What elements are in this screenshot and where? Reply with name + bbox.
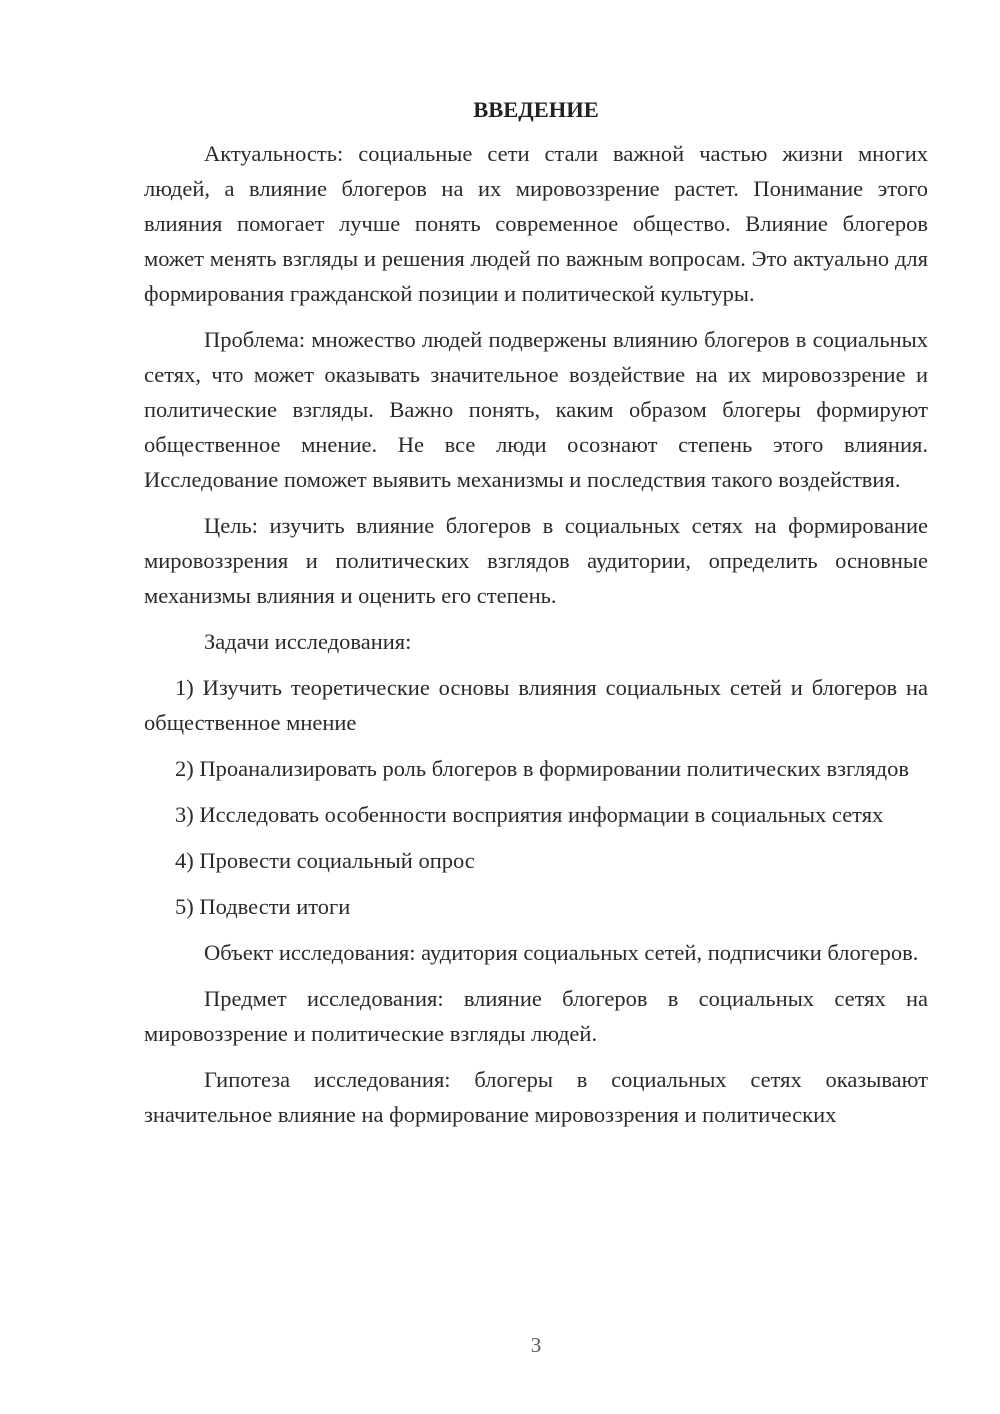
- task-item: 1) Изучить теоретические основы влияния социальных сетей и блогеров на общественное мнение: [144, 675, 928, 735]
- goal-paragraph: Цель: изучить влияние блогеров в социальных сетях на формирование мировоззрения и политических взглядов аудитории, определить основные механизмы влияния и оценить его степень.: [144, 513, 928, 608]
- page-number: 3: [530, 1333, 542, 1357]
- task-item: 3) Исследовать особенности восприятия информации в социальных сетях: [175, 802, 884, 827]
- tasks-heading: Задачи исследования:: [204, 629, 412, 654]
- problem-paragraph: Проблема: множество людей подвержены влиянию блогеров в социальных сетях, что может оказывать значительное воздействие на их мировоззрение и политические взгляды. Важно понять, каким образом блогеры формируют общественное мнение. Не все люди осознают степень этого влияния. Исследование поможет выявить механизмы и последствия такого воздействия.: [144, 327, 928, 492]
- task-item: 5) Подвести итоги: [175, 894, 351, 919]
- object-paragraph: Объект исследования: аудитория социальных сетей, подписчики блогеров.: [204, 940, 919, 965]
- subject-paragraph: Предмет исследования: влияние блогеров в социальных сетях на мировоззрение и политические взгляды людей.: [144, 986, 928, 1046]
- hypothesis-paragraph: Гипотеза исследования: блогеры в социальных сетях оказывают значительное влияние на формирование мировоззрения и политических: [144, 1067, 928, 1127]
- section-title: ВВЕДЕНИЕ: [473, 97, 599, 122]
- task-item: 2) Проанализировать роль блогеров в формировании политических взглядов: [175, 756, 909, 781]
- page-content: [144, 92, 928, 1143]
- task-item: 4) Провести социальный опрос: [175, 848, 475, 873]
- relevance-paragraph: Актуальность: социальные сети стали важной частью жизни многих людей, а влияние блогеров на их мировоззрение растет. Понимание этого влияния помогает лучше понять современное общество. Влияние блогеров может менять взгляды и решения людей по важным вопросам. Это актуально для формирования гражданской позиции и политической культуры.: [144, 141, 928, 306]
